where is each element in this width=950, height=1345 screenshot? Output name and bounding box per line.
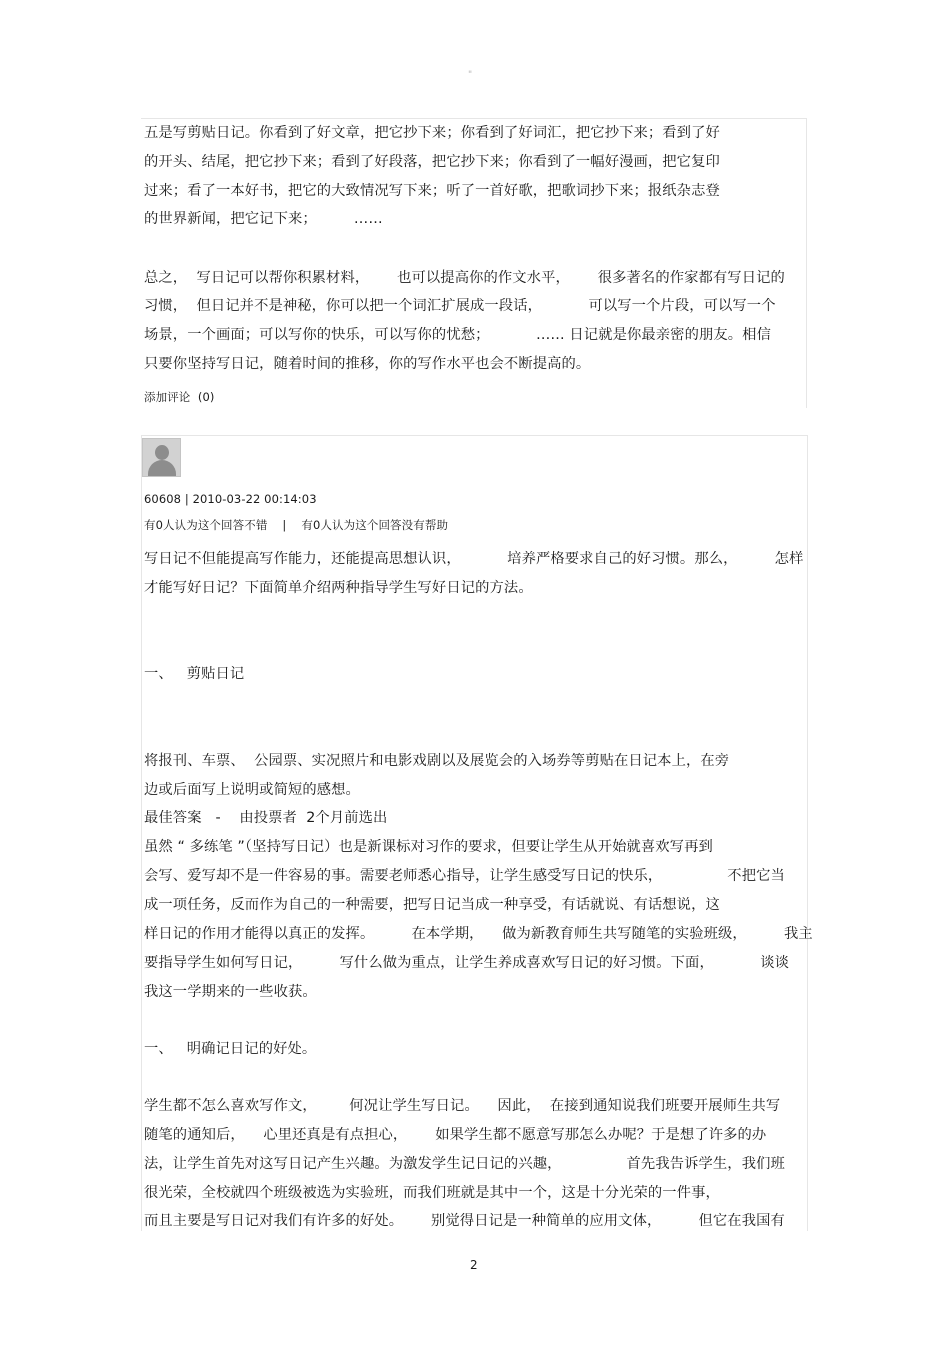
- paragraph-line: 过来；看了一本好书，把它的大致情况写下来；听了一首好歌，把歌词抄下来；报纸杂志登: [144, 183, 720, 199]
- paragraph-line: 习惯， 但日记并不是神秘，你可以把一个词汇扩展成一段话， 可以写一个片段，可以写一个: [144, 298, 776, 314]
- paragraph-line: 样日记的作用才能得以真正的发挥。 在本学期， 做为新教育师生共写随笔的实验班级， 我主: [144, 926, 813, 942]
- answer-user-meta: 60608 | 2010-03-22 00:14:03: [144, 492, 317, 506]
- paragraph-line: 只要你坚持写日记，随着时间的推移，你的写作水平也会不断提高的。: [144, 356, 591, 372]
- page-header-mark: ": [468, 70, 473, 80]
- paragraph-line: 将报刊、车票、 公园票、实况照片和电影戏剧以及展览会的入场券等剪贴在日记本上，在旁: [144, 753, 730, 769]
- paragraph-line: 很光荣，全校就四个班级被选为实验班，而我们班就是其中一个，这是十分光荣的一件事，: [144, 1185, 720, 1201]
- paragraph-line: 虽然 “ 多练笔 ”（坚持写日记）也是新课标对习作的要求，但要让学生从开始就喜欢写再到: [144, 839, 713, 855]
- paragraph-line: 的世界新闻，把它记下来； ……: [144, 211, 383, 227]
- add-comment-link[interactable]: 添加评论 (0): [144, 390, 215, 404]
- paragraph-line: 学生都不怎么喜欢写作文， 何况让学生写日记。 因此， 在接到通知说我们班要开展师生共写: [144, 1098, 781, 1114]
- paragraph-line: 场景，一个画面；可以写你的快乐，可以写你的忧愁； …… 日记就是你最亲密的朋友。相信: [144, 327, 771, 343]
- paragraph-line: 写日记不但能提高写作能力，还能提高思想认识， 培养严格要求自己的好习惯。那么， 怎样: [144, 551, 804, 567]
- user-silhouette-icon: [155, 445, 169, 460]
- page-number: 2: [470, 1258, 478, 1272]
- best-answer-label: 最佳答案 - 由投票者 2个月前选出: [144, 810, 388, 826]
- paragraph-line: 五是写剪贴日记。你看到了好文章，把它抄下来；你看到了好词汇，把它抄下来；看到了好: [144, 125, 720, 141]
- section-heading: 一、 明确记日记的好处。: [144, 1041, 317, 1057]
- paragraph-line: 总之， 写日记可以帮你积累材料， 也可以提高你的作文水平， 很多著名的作家都有写日记的: [144, 270, 785, 286]
- avatar: [142, 438, 181, 477]
- paragraph-line: 法，让学生首先对这写日记产生兴趣。为激发学生记日记的兴趣， 首先我告诉学生，我们班: [144, 1156, 785, 1172]
- paragraph-line: 要指导学生如何写日记， 写什么做为重点，让学生养成喜欢写日记的好习惯。下面， 谈谈: [144, 955, 790, 971]
- paragraph-line: 而且主要是写日记对我们有许多的好处。 别觉得日记是一种简单的应用文体， 但它在我国有: [144, 1213, 785, 1229]
- paragraph-line: 成一项任务，反而作为自己的一种需要，把写日记当成一种享受，有话就说、有话想说，这: [144, 897, 720, 913]
- paragraph-line: 才能写好日记？下面简单介绍两种指导学生写好日记的方法。: [144, 580, 533, 596]
- paragraph-line: 边或后面写上说明或简短的感想。: [144, 782, 360, 798]
- paragraph-line: 随笔的通知后， 心里还真是有点担心， 如果学生都不愿意写那怎么办呢？于是想了许多的办: [144, 1127, 767, 1143]
- paragraph-line: 会写、爱写却不是一件容易的事。需要老师悉心指导，让学生感受写日记的快乐， 不把它当: [144, 868, 785, 884]
- paragraph-line: 的开头、结尾，把它抄下来；看到了好段落，把它抄下来；你看到了一幅好漫画，把它复印: [144, 154, 720, 170]
- paragraph-line: 我这一学期来的一些收获。: [144, 984, 317, 1000]
- section-heading: 一、 剪贴日记: [144, 666, 245, 682]
- answer-votes[interactable]: 有0人认为这个回答不错 | 有0人认为这个回答没有帮助: [144, 518, 449, 532]
